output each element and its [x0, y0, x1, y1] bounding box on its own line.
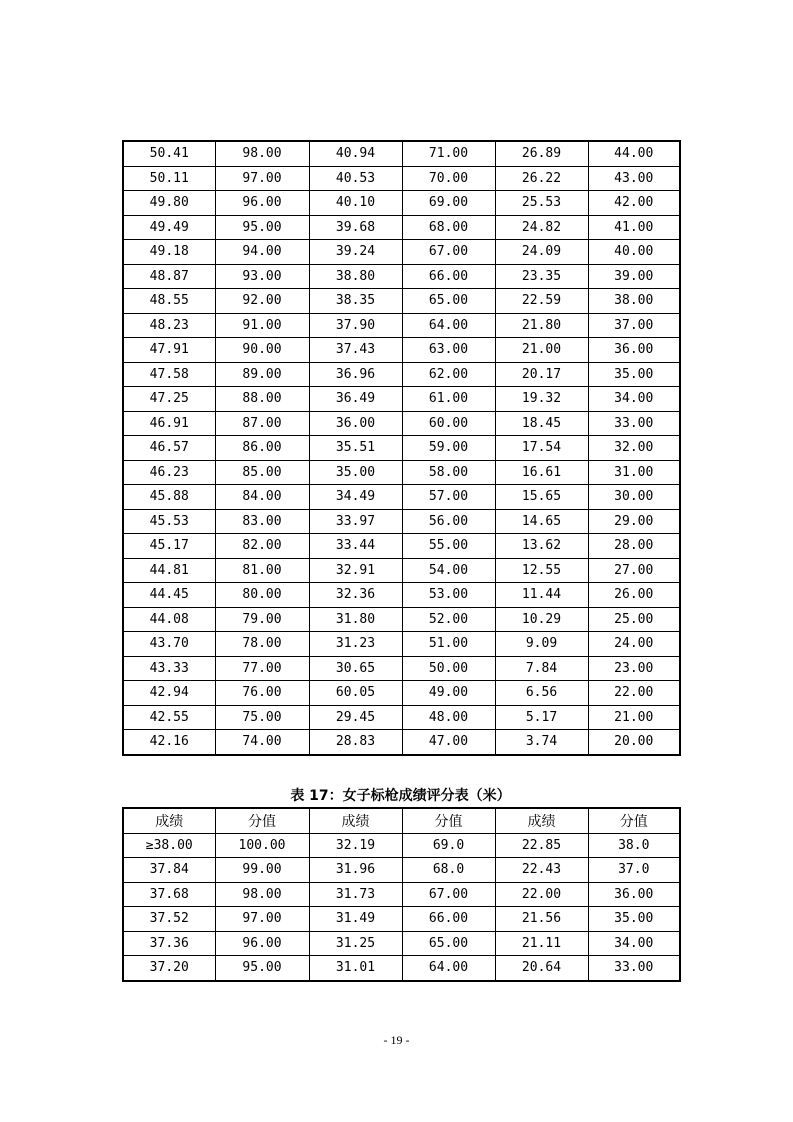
- table-cell: 13.62: [495, 534, 588, 559]
- table-cell: 76.00: [215, 681, 309, 706]
- table-cell: 43.70: [123, 632, 215, 657]
- table-cell: 24.09: [495, 240, 588, 265]
- table-body: [123, 808, 680, 981]
- table-row: [123, 485, 680, 510]
- table-cell: 37.00: [588, 313, 680, 338]
- table-cell: 85.00: [215, 460, 309, 485]
- table-cell: 43.00: [588, 166, 680, 191]
- table-cell: 14.65: [495, 509, 588, 534]
- table-cell: 33.00: [588, 956, 680, 981]
- table-cell: 44.45: [123, 583, 215, 608]
- table-cell: 79.00: [215, 607, 309, 632]
- table-cell: 99.00: [215, 858, 309, 883]
- table-cell: 62.00: [402, 362, 495, 387]
- table-cell: 32.91: [309, 558, 402, 583]
- table-cell: 48.55: [123, 289, 215, 314]
- table-cell: 42.00: [588, 191, 680, 216]
- table-caption: 表 17：女子标枪成绩评分表（米）: [290, 788, 511, 804]
- table-cell: 36.96: [309, 362, 402, 387]
- table-row: [123, 534, 680, 559]
- table-cell: 9.09: [495, 632, 588, 657]
- table-cell: 16.61: [495, 460, 588, 485]
- table-cell: 48.00: [402, 705, 495, 730]
- table-cell: 35.00: [309, 460, 402, 485]
- table-cell: 95.00: [215, 956, 309, 981]
- table-cell: 49.00: [402, 681, 495, 706]
- table-cell: 20.64: [495, 956, 588, 981]
- table-cell: 44.00: [588, 141, 680, 166]
- table-cell: 34.49: [309, 485, 402, 510]
- table-cell: 92.00: [215, 289, 309, 314]
- table-cell: 27.00: [588, 558, 680, 583]
- table-cell: 26.22: [495, 166, 588, 191]
- table-cell: 6.56: [495, 681, 588, 706]
- table-cell: 22.00: [588, 681, 680, 706]
- table-cell: 47.00: [402, 730, 495, 755]
- table-cell: 66.00: [402, 264, 495, 289]
- score-table-continued: [122, 140, 681, 756]
- table-row: [123, 858, 680, 883]
- table-cell: 96.00: [215, 191, 309, 216]
- table-cell: ≥38.00: [123, 833, 215, 858]
- table-cell: 21.80: [495, 313, 588, 338]
- table-cell: 36.00: [588, 338, 680, 363]
- table-cell: 81.00: [215, 558, 309, 583]
- table-cell: 29.00: [588, 509, 680, 534]
- table-cell: 7.84: [495, 656, 588, 681]
- table-cell: 29.45: [309, 705, 402, 730]
- table-row: [123, 313, 680, 338]
- table-row: [123, 264, 680, 289]
- table-cell: 31.01: [309, 956, 402, 981]
- table-cell: 22.00: [495, 882, 588, 907]
- table-cell: 20.17: [495, 362, 588, 387]
- table-cell: 89.00: [215, 362, 309, 387]
- table-cell: 47.58: [123, 362, 215, 387]
- table-cell: 26.00: [588, 583, 680, 608]
- table-cell: 35.00: [588, 907, 680, 932]
- table-cell: 38.35: [309, 289, 402, 314]
- table-cell: 35.51: [309, 436, 402, 461]
- table-cell: 26.89: [495, 141, 588, 166]
- table-row: [123, 583, 680, 608]
- table-cell: 23.00: [588, 656, 680, 681]
- table-cell: 37.84: [123, 858, 215, 883]
- table-row: [123, 632, 680, 657]
- page-number: - 19 -: [383, 1033, 410, 1047]
- table-cell: 32.36: [309, 583, 402, 608]
- table-cell: 39.24: [309, 240, 402, 265]
- table-cell: 23.35: [495, 264, 588, 289]
- table-cell: 60.05: [309, 681, 402, 706]
- table-cell: 52.00: [402, 607, 495, 632]
- column-header: 成绩: [495, 808, 588, 833]
- table-cell: 21.00: [495, 338, 588, 363]
- table-row: [123, 730, 680, 755]
- table-row: [123, 191, 680, 216]
- table-cell: 96.00: [215, 931, 309, 956]
- table-cell: 32.19: [309, 833, 402, 858]
- table-cell: 90.00: [215, 338, 309, 363]
- table-cell: 37.0: [588, 858, 680, 883]
- table-cell: 24.00: [588, 632, 680, 657]
- table-cell: 54.00: [402, 558, 495, 583]
- table-cell: 56.00: [402, 509, 495, 534]
- table-cell: 51.00: [402, 632, 495, 657]
- table-cell: 97.00: [215, 166, 309, 191]
- table-cell: 100.00: [215, 833, 309, 858]
- table-row: [123, 338, 680, 363]
- table-cell: 40.94: [309, 141, 402, 166]
- table-cell: 78.00: [215, 632, 309, 657]
- table-row: [123, 656, 680, 681]
- table-cell: 22.43: [495, 858, 588, 883]
- table-cell: 67.00: [402, 882, 495, 907]
- table-cell: 87.00: [215, 411, 309, 436]
- table-row: [123, 509, 680, 534]
- table-cell: 37.52: [123, 907, 215, 932]
- table-cell: 25.53: [495, 191, 588, 216]
- table-cell: 49.18: [123, 240, 215, 265]
- table-cell: 49.49: [123, 215, 215, 240]
- table-cell: 28.00: [588, 534, 680, 559]
- table-cell: 74.00: [215, 730, 309, 755]
- table-cell: 34.00: [588, 387, 680, 412]
- table-cell: 44.08: [123, 607, 215, 632]
- table-row: [123, 681, 680, 706]
- table-cell: 83.00: [215, 509, 309, 534]
- table-cell: 31.23: [309, 632, 402, 657]
- table-cell: 44.81: [123, 558, 215, 583]
- table-cell: 42.55: [123, 705, 215, 730]
- table-cell: 65.00: [402, 289, 495, 314]
- table-cell: 28.83: [309, 730, 402, 755]
- table-row: [123, 907, 680, 932]
- table-cell: 48.23: [123, 313, 215, 338]
- table-row: [123, 607, 680, 632]
- table-cell: 98.00: [215, 882, 309, 907]
- table-cell: 34.00: [588, 931, 680, 956]
- table-cell: 91.00: [215, 313, 309, 338]
- table-cell: 38.0: [588, 833, 680, 858]
- table-cell: 42.16: [123, 730, 215, 755]
- table-cell: 75.00: [215, 705, 309, 730]
- table-cell: 31.80: [309, 607, 402, 632]
- table-row: [123, 558, 680, 583]
- table-cell: 43.33: [123, 656, 215, 681]
- table-cell: 45.53: [123, 509, 215, 534]
- table-cell: 57.00: [402, 485, 495, 510]
- table-cell: 88.00: [215, 387, 309, 412]
- table-cell: 53.00: [402, 583, 495, 608]
- table-cell: 67.00: [402, 240, 495, 265]
- table-cell: 20.00: [588, 730, 680, 755]
- table-cell: 31.73: [309, 882, 402, 907]
- table-cell: 37.90: [309, 313, 402, 338]
- table-cell: 38.80: [309, 264, 402, 289]
- table-cell: 30.65: [309, 656, 402, 681]
- column-header: 分值: [215, 808, 309, 833]
- table-cell: 31.49: [309, 907, 402, 932]
- table-cell: 69.0: [402, 833, 495, 858]
- table-cell: 68.0: [402, 858, 495, 883]
- table-cell: 12.55: [495, 558, 588, 583]
- table-row: [123, 166, 680, 191]
- column-header: 成绩: [123, 808, 215, 833]
- table-cell: 5.17: [495, 705, 588, 730]
- table-row: [123, 362, 680, 387]
- table-cell: 38.00: [588, 289, 680, 314]
- table-row: [123, 289, 680, 314]
- table-cell: 50.00: [402, 656, 495, 681]
- table-cell: 25.00: [588, 607, 680, 632]
- table-cell: 86.00: [215, 436, 309, 461]
- table-cell: 49.80: [123, 191, 215, 216]
- table-cell: 50.11: [123, 166, 215, 191]
- table-cell: 40.00: [588, 240, 680, 265]
- table-cell: 66.00: [402, 907, 495, 932]
- table-cell: 82.00: [215, 534, 309, 559]
- table-cell: 37.68: [123, 882, 215, 907]
- table-cell: 37.36: [123, 931, 215, 956]
- table-cell: 80.00: [215, 583, 309, 608]
- table-cell: 21.56: [495, 907, 588, 932]
- table-cell: 71.00: [402, 141, 495, 166]
- table-row: [123, 705, 680, 730]
- table-cell: 45.88: [123, 485, 215, 510]
- table-cell: 46.91: [123, 411, 215, 436]
- table-cell: 24.82: [495, 215, 588, 240]
- table-cell: 33.00: [588, 411, 680, 436]
- table-cell: 19.32: [495, 387, 588, 412]
- table-cell: 46.57: [123, 436, 215, 461]
- table-cell: 3.74: [495, 730, 588, 755]
- table-cell: 63.00: [402, 338, 495, 363]
- table-cell: 21.00: [588, 705, 680, 730]
- table-cell: 32.00: [588, 436, 680, 461]
- table-cell: 69.00: [402, 191, 495, 216]
- table-cell: 47.25: [123, 387, 215, 412]
- table-row: [123, 436, 680, 461]
- table-cell: 61.00: [402, 387, 495, 412]
- table-row: [123, 411, 680, 436]
- table-cell: 21.11: [495, 931, 588, 956]
- javelin-score-table: [122, 807, 681, 982]
- table-cell: 40.53: [309, 166, 402, 191]
- column-header: 成绩: [309, 808, 402, 833]
- table-cell: 22.85: [495, 833, 588, 858]
- table-cell: 55.00: [402, 534, 495, 559]
- table-cell: 59.00: [402, 436, 495, 461]
- table-cell: 11.44: [495, 583, 588, 608]
- table-cell: 41.00: [588, 215, 680, 240]
- table-row: [123, 882, 680, 907]
- table-cell: 10.29: [495, 607, 588, 632]
- table-cell: 30.00: [588, 485, 680, 510]
- table-cell: 39.00: [588, 264, 680, 289]
- table-cell: 65.00: [402, 931, 495, 956]
- table-cell: 31.96: [309, 858, 402, 883]
- table-cell: 47.91: [123, 338, 215, 363]
- table-cell: 39.68: [309, 215, 402, 240]
- table-cell: 40.10: [309, 191, 402, 216]
- table-cell: 17.54: [495, 436, 588, 461]
- table-cell: 22.59: [495, 289, 588, 314]
- table-row: [123, 956, 680, 981]
- table-cell: 64.00: [402, 956, 495, 981]
- table-cell: 60.00: [402, 411, 495, 436]
- table-row: [123, 833, 680, 858]
- table-cell: 36.49: [309, 387, 402, 412]
- table-cell: 37.20: [123, 956, 215, 981]
- table-row: [123, 215, 680, 240]
- table-cell: 18.45: [495, 411, 588, 436]
- column-header: 分值: [402, 808, 495, 833]
- table-cell: 33.97: [309, 509, 402, 534]
- table-cell: 93.00: [215, 264, 309, 289]
- table-cell: 48.87: [123, 264, 215, 289]
- table-cell: 36.00: [309, 411, 402, 436]
- table-cell: 58.00: [402, 460, 495, 485]
- table-cell: 31.00: [588, 460, 680, 485]
- table-cell: 50.41: [123, 141, 215, 166]
- table-cell: 98.00: [215, 141, 309, 166]
- table-row: [123, 240, 680, 265]
- table-cell: 95.00: [215, 215, 309, 240]
- table-row: [123, 460, 680, 485]
- table-row: [123, 387, 680, 412]
- table-cell: 77.00: [215, 656, 309, 681]
- table-header-row: [123, 808, 680, 833]
- table-cell: 15.65: [495, 485, 588, 510]
- table-cell: 33.44: [309, 534, 402, 559]
- table-cell: 45.17: [123, 534, 215, 559]
- table-cell: 31.25: [309, 931, 402, 956]
- table-cell: 68.00: [402, 215, 495, 240]
- column-header: 分值: [588, 808, 680, 833]
- table-cell: 94.00: [215, 240, 309, 265]
- table-cell: 70.00: [402, 166, 495, 191]
- table-cell: 97.00: [215, 907, 309, 932]
- table-cell: 35.00: [588, 362, 680, 387]
- table-cell: 37.43: [309, 338, 402, 363]
- table-cell: 36.00: [588, 882, 680, 907]
- table-row: [123, 141, 680, 166]
- table-cell: 46.23: [123, 460, 215, 485]
- table-body: [123, 141, 680, 755]
- table-row: [123, 931, 680, 956]
- table-cell: 42.94: [123, 681, 215, 706]
- table-cell: 84.00: [215, 485, 309, 510]
- table-cell: 64.00: [402, 313, 495, 338]
